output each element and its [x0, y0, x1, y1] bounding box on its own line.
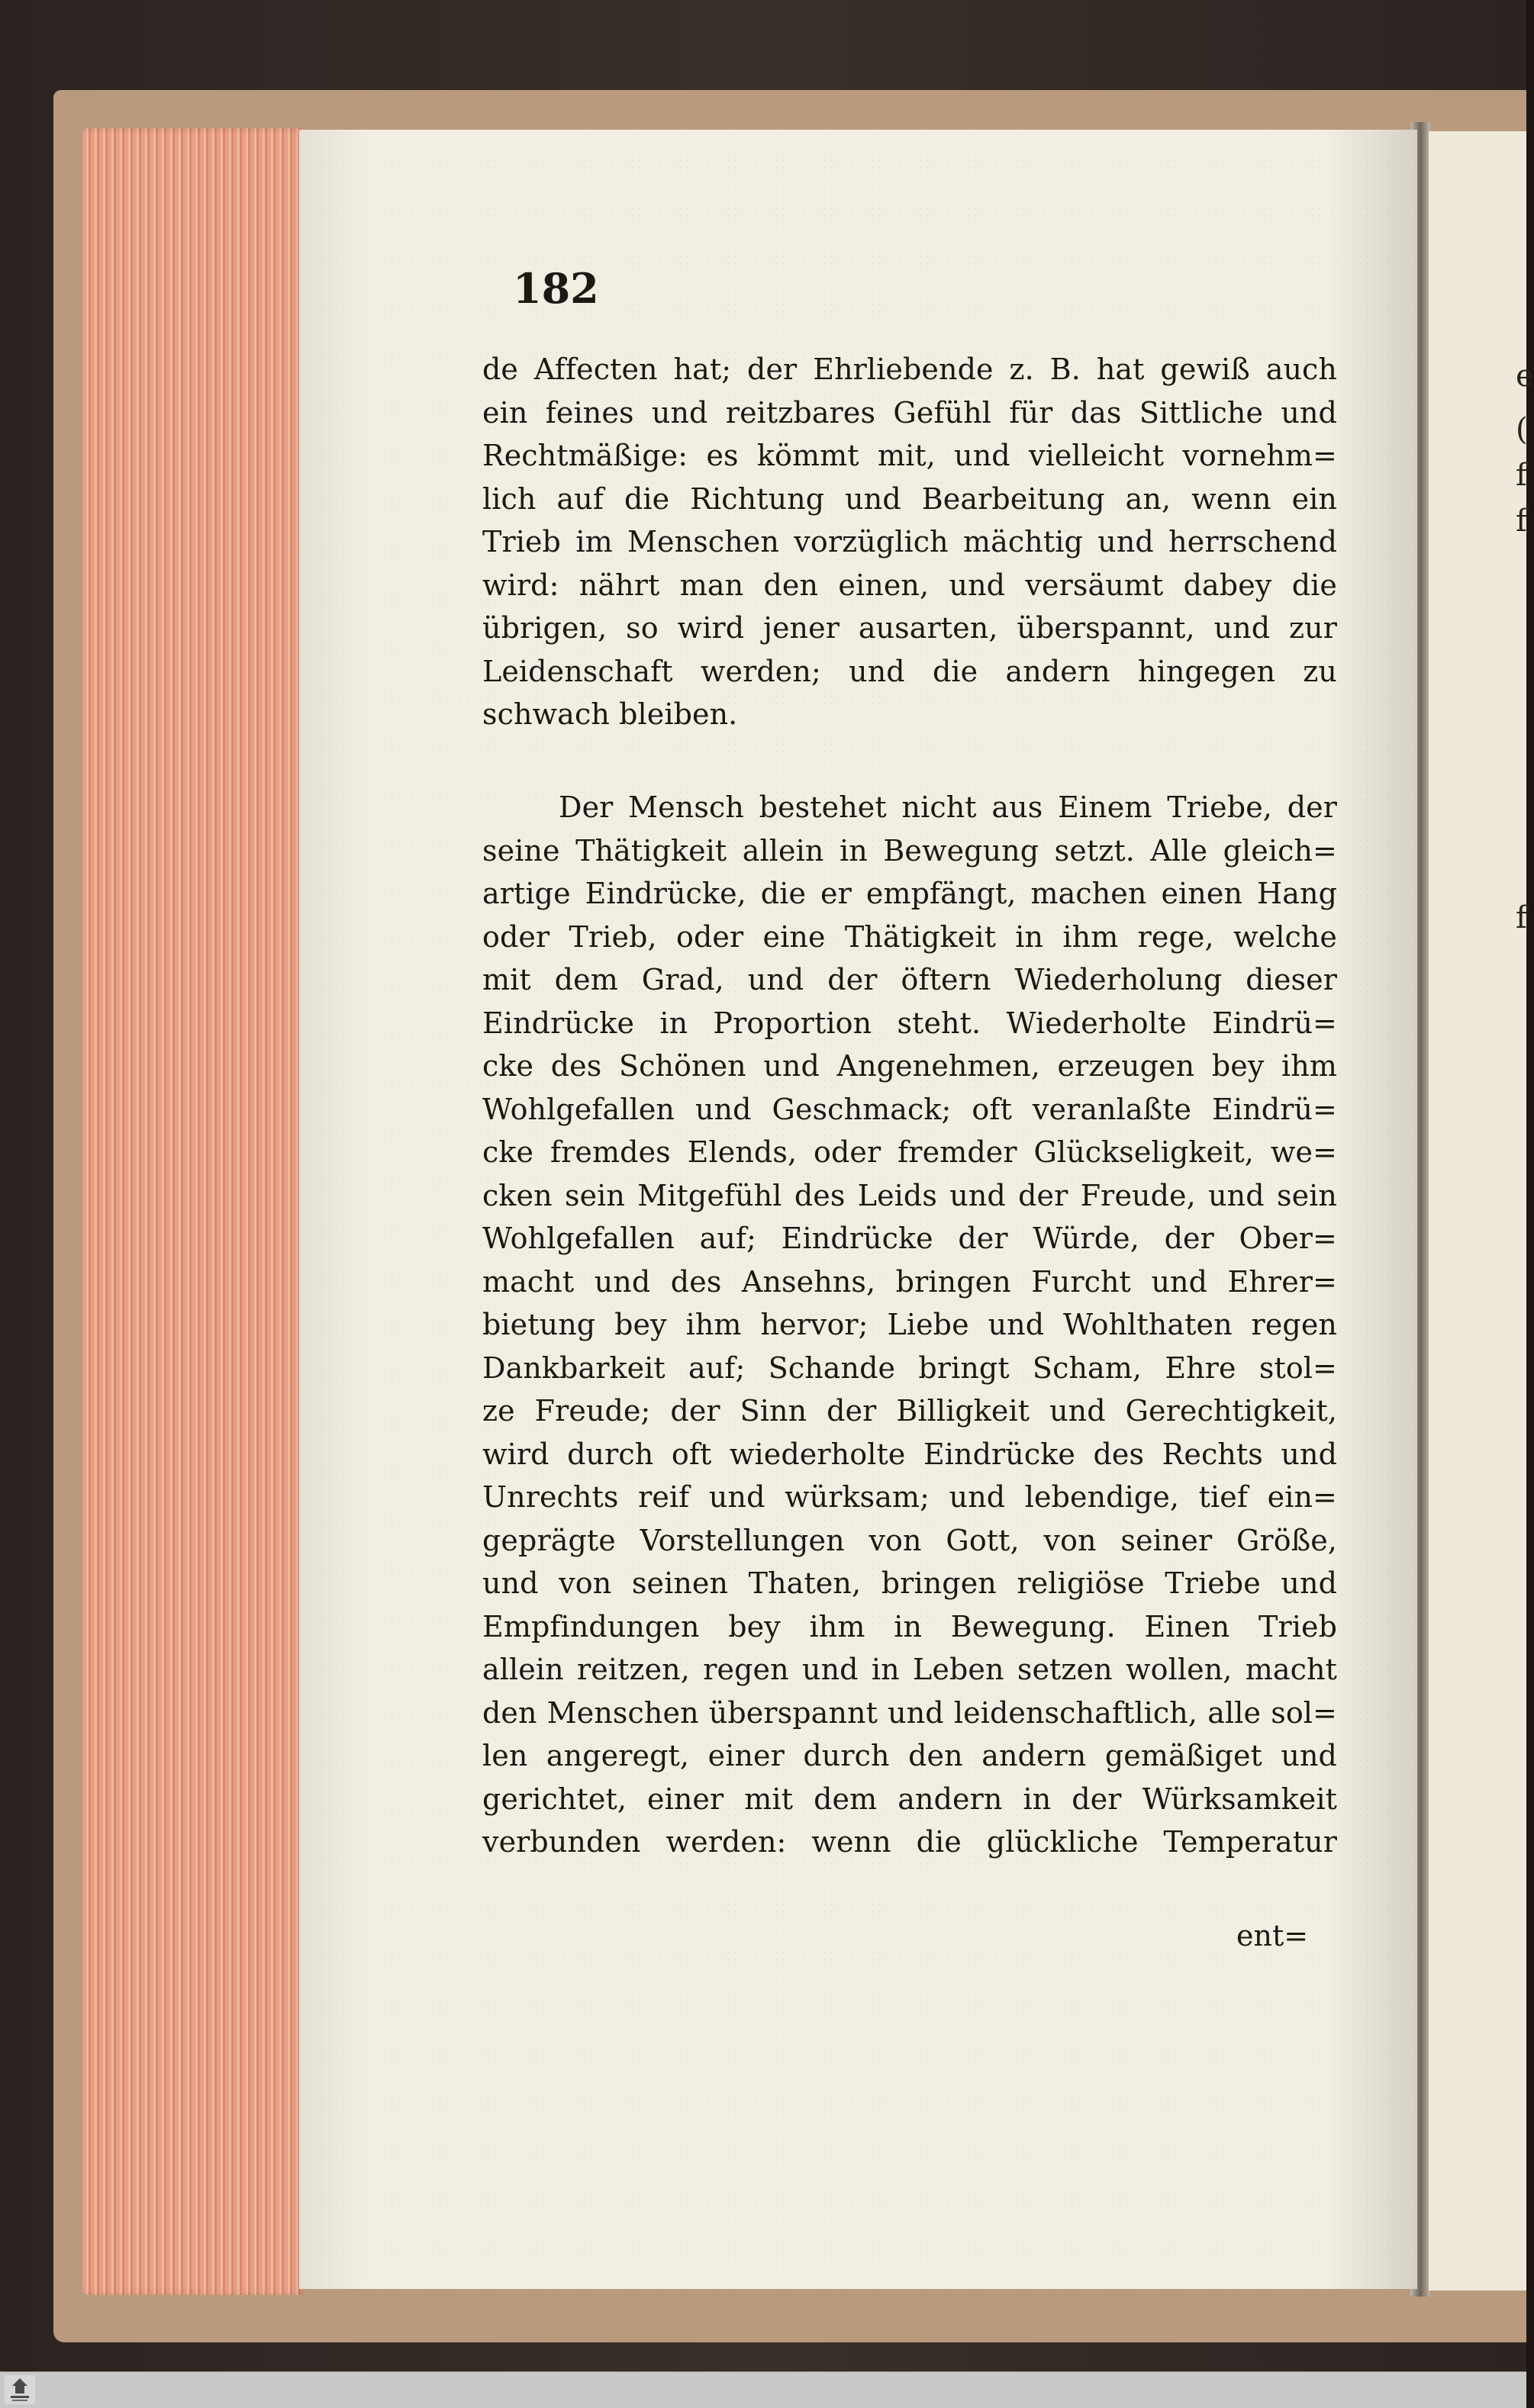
text-line: Wohlgefallen und Geschmack; oft veranlaßte Eindrü=: [482, 1092, 1337, 1126]
text-line: lich auf die Richtung und Bearbeitung an, wenn ein: [482, 481, 1337, 516]
text-line: übrigen, so wird jener ausarten, überspannt, und zur: [482, 611, 1337, 645]
library-logo-icon: [5, 2375, 35, 2404]
text-line: oder Trieb, oder eine Thätigkeit in ihm rege, welche: [482, 919, 1337, 954]
text-line: Wohlgefallen auf; Eindrücke der Würde, der Ober=: [482, 1222, 1337, 1255]
facing-page-glyph: f: [1516, 458, 1527, 493]
text-line: Der Mensch bestehet nicht aus Einem Triebe, der: [559, 790, 1337, 824]
facing-page-glyph: f: [1516, 504, 1527, 539]
text-line: Dankbarkeit auf; Schande bringt Scham, Ehre stol=: [482, 1350, 1337, 1385]
text-line: ein feines und reitzbares Gefühl für das Sittliche und: [482, 395, 1337, 430]
text-line: wird durch oft wiederholte Eindrücke des Rechts und: [482, 1437, 1337, 1471]
text-line: de Affecten hat; der Ehrliebende z. B. hat gewiß auch: [482, 353, 1337, 386]
paragraph-2: [482, 786, 1337, 1864]
text-line: den Menschen überspannt und leidenschaftlich, alle sol=: [482, 1695, 1337, 1730]
text-line: cke des Schönen und Angenehmen, erzeugen bey ihm: [482, 1049, 1337, 1083]
text-line: verbunden werden: wenn die glückliche Temperatur: [482, 1825, 1337, 1859]
text-line: artige Eindrücke, die er empfängt, machen einen Hang: [482, 877, 1337, 910]
text-line: cke fremdes Elends, oder fremder Glückseligkeit, we=: [482, 1135, 1337, 1169]
facing-page-glyph: (: [1516, 412, 1528, 447]
facing-page-glyph: e: [1516, 359, 1534, 394]
text-line: schwach bleiben.: [482, 697, 738, 731]
page-edges: [82, 128, 304, 2295]
text-line: bietung bey ihm hervor; Liebe und Wohlthaten regen: [482, 1308, 1337, 1341]
text-line: seine Thätigkeit allein in Bewegung setzt. Alle gleich=: [482, 833, 1337, 868]
text-line: und von seinen Thaten, bringen religiöse Triebe und: [482, 1566, 1337, 1600]
text-line: len angeregt, einer durch den andern gemäßiget und: [482, 1739, 1337, 1772]
paragraph-1: [482, 348, 1337, 736]
catchword: ent=: [1236, 1919, 1309, 1952]
text-line: Rechtmäßige: es kömmt mit, und vielleicht vornehm=: [482, 439, 1337, 472]
text-line: macht und des Ansehns, bringen Furcht und Ehrer=: [482, 1264, 1337, 1299]
text-line: wird: nährt man den einen, und versäumt dabey die: [482, 568, 1337, 602]
text-line: mit dem Grad, und der öftern Wiederholung dieser: [482, 963, 1337, 996]
text-line: gerichtet, einer mit dem andern in der Würksamkeit: [482, 1782, 1337, 1816]
viewer-bottom-bar: [0, 2371, 1526, 2408]
text-line: ze Freude; der Sinn der Billigkeit und Gerechtigkeit,: [482, 1394, 1337, 1428]
text-line: Trieb im Menschen vorzüglich mächtig und herrschend: [482, 525, 1337, 559]
text-line: geprägte Vorstellungen von Gott, von seiner Größe,: [482, 1523, 1337, 1557]
page-number: 182: [513, 264, 599, 313]
facing-page-glyph: f: [1516, 900, 1527, 935]
text-line: Eindrücke in Proportion steht. Wiederholte Eindrü=: [482, 1006, 1337, 1040]
facing-page: [1429, 131, 1526, 2290]
text-line: Leidenschaft werden; und die andern hingegen zu: [482, 654, 1337, 688]
text-line: cken sein Mitgefühl des Leids und der Freude, und sein: [482, 1178, 1337, 1212]
text-line: allein reitzen, regen und in Leben setzen wollen, macht: [482, 1653, 1337, 1686]
text-line: Empfindungen bey ihm in Bewegung. Einen Trieb: [482, 1609, 1337, 1643]
text-line: Unrechts reif und würksam; und lebendige, tief ein=: [482, 1480, 1337, 1514]
